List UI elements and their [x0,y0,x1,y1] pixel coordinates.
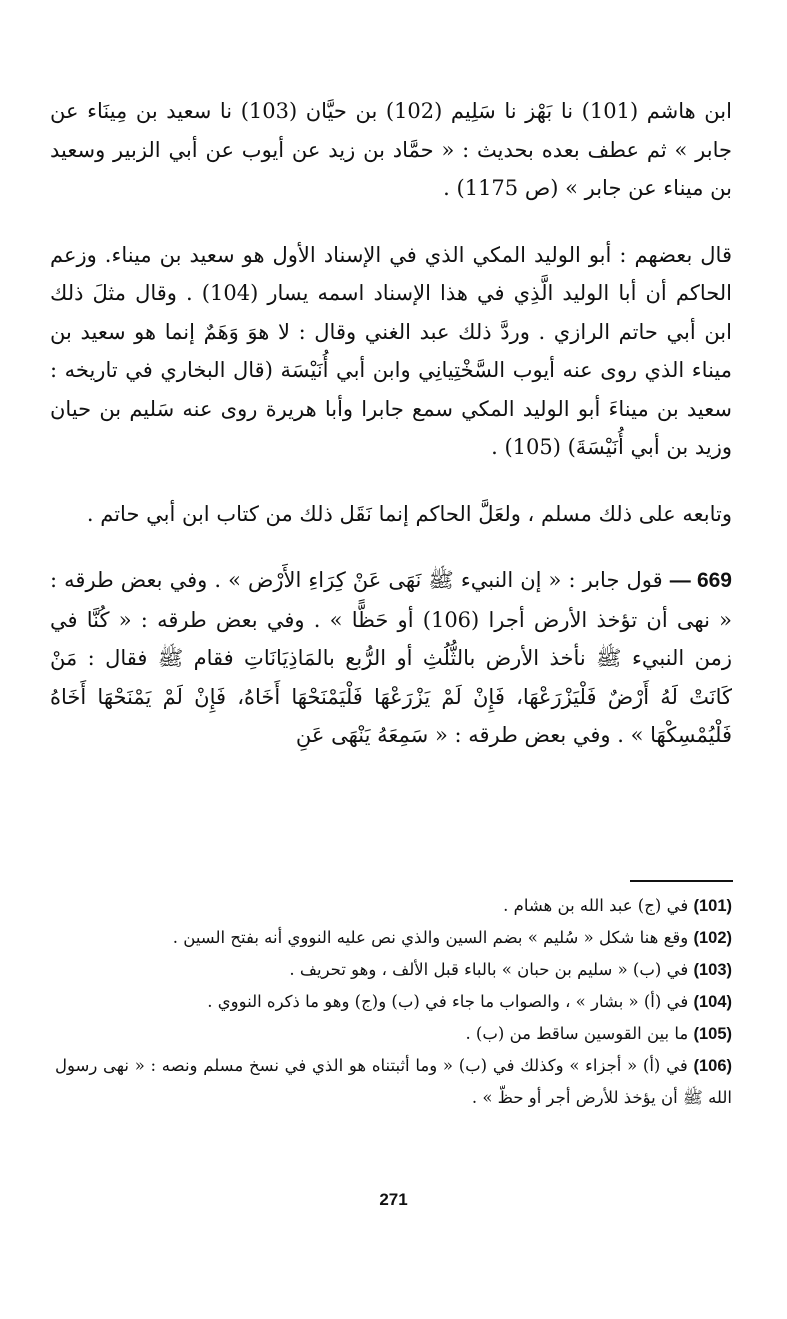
footnote [55,954,732,986]
page-number: 271 [379,1190,408,1209]
footnote-number: (106) [693,1057,732,1075]
paragraph-4-text: قول جابر : « إن النبيء ﷺ نَهَى عَنْ كِرَاءِ الأَرْض » . وفي بعض طرقه : « نهى أن تؤخذ الأرض أجرا (106) أو حَظًّا » . وفي بعض طرقه : « كُنَّا في زمن النبيء ﷺ نأخذ الأرض بالثُّلُثِ أو الرُّبع بالمَاذِيَانَاتِ فقام ﷺ فقال : مَنْ كَانَتْ لَهُ أَرْضٌ فَلْيَزْرَعْهَا، فَإِنْ لَمْ يَزْرَعْهَا فَلْيَمْنَحْهَا أَخَاهُ، فَإِنْ لَمْ يَمْنَحْهَا أَخَاهُ فَلْيُمْسِكْهَا » . وفي بعض طرقه : « سَمِعَهُ يَنْهَى عَنِ [50,568,732,747]
footnotes [55,890,732,1114]
footnote-number: (101) [693,897,732,915]
footnote-text: وقع هنا شكل « سُليم » بضم السين والذي نص عليه النووي أنه بفتح السين . [172,928,689,947]
main-text [50,92,732,755]
footnote [55,922,732,954]
footnote-text: في (أ) « أجزاء » وكذلك في (ب) « وما أثبتناه هو الذي في نسخ مسلم ونصه : « نهى رسول الله ﷺ أن يؤخذ للأرض أجر أو حظّ » . [55,1056,732,1107]
footnote-divider [630,880,733,882]
paragraph-3: وتابعه على ذلك مسلم ، ولعَلَّ الحاكم إنما نَقَل ذلك من كتاب ابن أبي حاتم . [86,501,732,526]
paragraph-2: قال بعضهم : أبو الوليد المكي الذي في الإسناد الأول هو سعيد بن ميناء. وزعم الحاكم أن أبا الوليد الَّذِي في هذا الإسناد اسمه يسار (104) . وقال مثلَ ذلك ابن أبي حاتم الرازي . وردَّ ذلك عبد الغني وقال : لا هوَ وَهَمٌ إنما هو سعيد بن ميناء الذي روى عنه أيوب السَّخْتِيانِي وابن أبي أُنَيْسَة (قال البخاري في تاريخه : سعيد بن ميناءَ أبو الوليد المكي سمع جابرا وأبا هريرة روى عنه سَليم بن حيان وزيد بن أبي أُنَيْسَةَ) (105) . [50,242,733,459]
footnote [55,1018,732,1050]
footnote-number: (102) [693,929,732,947]
footnote [55,890,732,922]
footnote-text: في (ج) عبد الله بن هشام . [503,896,689,915]
paragraph-4 [50,561,732,755]
entry-number: 669 — [669,569,732,592]
footnote-text: ما بين القوسين ساقط من (ب) . [465,1024,689,1043]
footnote-number: (105) [693,1025,732,1043]
footnote-text: في (ب) « سليم بن حبان » بالباء قبل الألف ، وهو تحريف . [289,960,689,979]
footnote-text: في (أ) « بشار » ، والصواب ما جاء في (ب) و(ج) وهو ما ذكره النووي . [207,992,689,1011]
footnote [55,986,732,1018]
footnote-number: (103) [693,961,732,979]
footnote [55,1050,732,1114]
footnote-number: (104) [693,993,732,1011]
paragraph-1: ابن هاشم (101) نا بَهْز نا سَلِيم (102) بن حيَّان (103) نا سعيد بن مِينَاء عن جابر » ثم عطف بعده بحديث : « حمَّاد بن زيد عن أيوب عن أبي الزبير وسعيد بن ميناء عن جابر » (ص 1175) . [50,99,732,200]
